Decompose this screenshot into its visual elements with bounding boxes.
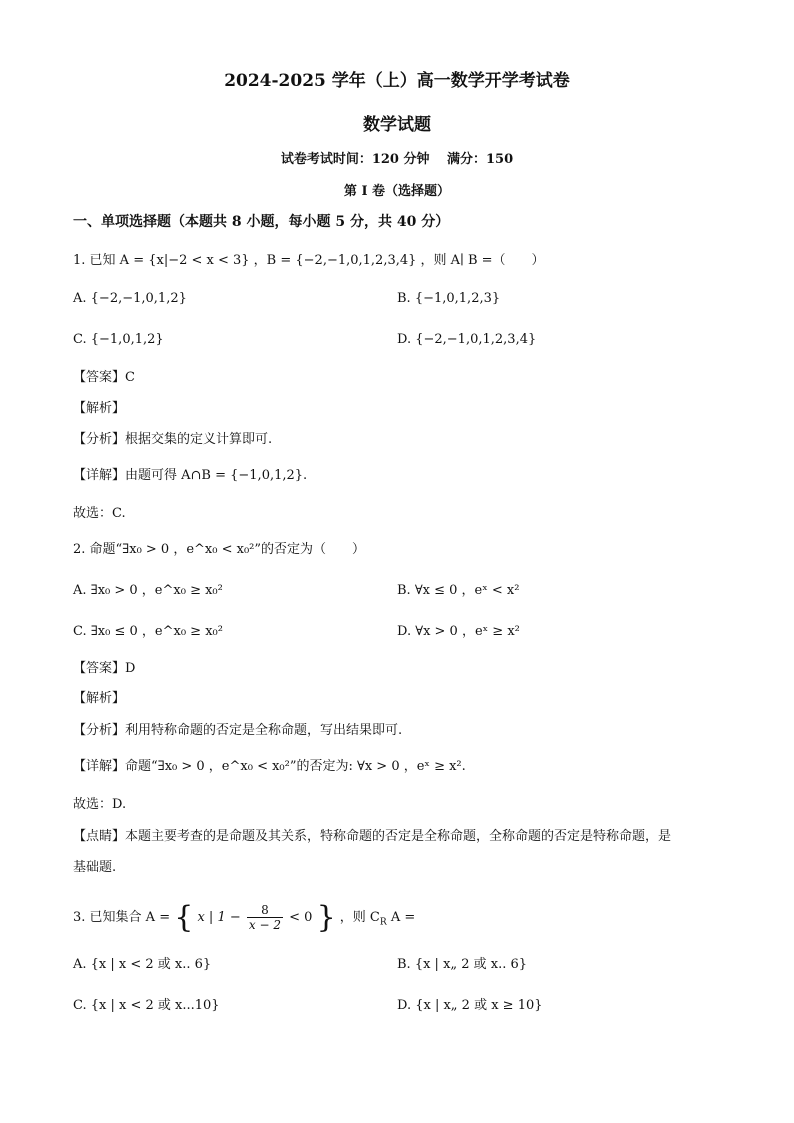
q1-option-b: B. {−1,0,1,2,3}: [397, 291, 501, 306]
q1-option-a: A. {−2,−1,0,1,2}: [73, 291, 187, 306]
q3-option-c: C. {x | x < 2 或 x...10}: [73, 998, 220, 1013]
q3-stem-prefix: 3. 已知集合 A =: [73, 910, 171, 925]
q1-option-d: D. {−2,−1,0,1,2,3,4}: [397, 332, 537, 347]
q3-brace-open: {: [174, 900, 194, 935]
q3-stem: [73, 900, 416, 935]
q1-choice: 故选：C.: [73, 506, 126, 521]
q3-brace-close: }: [316, 900, 336, 935]
q2-choice: 故选：D.: [73, 797, 127, 812]
q3-fraction-numerator: 8: [247, 903, 283, 918]
q1-fenxi: 【分析】根据交集的定义计算即可.: [73, 432, 273, 447]
q2-option-a: A. ∃x₀ > 0 ，e^x₀ ≥ x₀²: [73, 583, 223, 598]
q3-option-d: D. {x | x„ 2 或 x ≥ 10}: [397, 998, 543, 1013]
q2-answer: 【答案】D: [73, 661, 136, 676]
q1-stem: 1. 已知 A = {x|−2 < x < 3} ，B = {−2,−1,0,1,2,3,4} ，则 A∣ B =（ ）: [73, 253, 545, 268]
exam-title: 2024-2025 学年（上）高一数学开学考试卷: [224, 71, 570, 91]
q3-stem-subscript: R: [379, 917, 387, 928]
q3-option-b: B. {x | x„ 2 或 x.. 6}: [397, 957, 528, 972]
section-heading: 一、单项选择题（本题共 8 小题，每小题 5 分，共 40 分）: [73, 214, 450, 230]
q2-detail: 【详解】命题“∃x₀ > 0 ，e^x₀ < x₀²”的否定为: ∀x > 0 ，eˣ ≥ x².: [73, 759, 466, 774]
q2-fenxi: 【分析】利用特称命题的否定是全称命题，写出结果即可.: [73, 723, 403, 738]
q3-option-a: A. {x | x < 2 或 x.. 6}: [73, 957, 212, 972]
q3-fraction: [247, 903, 283, 932]
volume-label: 第 I 卷（选择题）: [343, 184, 451, 199]
q1-detail: 【详解】由题可得 A∩B = {−1,0,1,2}.: [73, 468, 308, 483]
q3-fraction-denominator: x − 2: [248, 918, 281, 932]
q3-set-tail: < 0: [289, 910, 313, 925]
time-info: 试卷考试时间：120 分钟 满分：150: [280, 152, 514, 167]
q2-option-c: C. ∃x₀ ≤ 0 ，e^x₀ ≥ x₀²: [73, 624, 223, 639]
q1-option-c: C. {−1,0,1,2}: [73, 332, 164, 347]
q2-comment-line1: 【点睛】本题主要考查的是命题及其关系，特称命题的否定是全称命题，全称命题的否定是特称命题，是: [73, 829, 672, 844]
subject-title: 数学试题: [363, 115, 431, 135]
q2-option-b: B. ∀x ≤ 0 ，eˣ < x²: [397, 583, 520, 598]
q3-set-inner: x | 1 −: [197, 910, 241, 925]
q3-stem-suffix: ，则 C: [339, 910, 380, 925]
q1-answer: 【答案】C: [73, 370, 135, 385]
q2-analysis-label: 【解析】: [73, 691, 126, 706]
q2-comment-line2: 基础题.: [73, 860, 117, 875]
q3-stem-end: A =: [390, 910, 416, 925]
q1-analysis-label: 【解析】: [73, 401, 126, 416]
q2-stem: 2. 命题“∃x₀ > 0 ，e^x₀ < x₀²”的否定为（ ）: [73, 542, 366, 557]
q2-option-d: D. ∀x > 0 ，eˣ ≥ x²: [397, 624, 520, 639]
